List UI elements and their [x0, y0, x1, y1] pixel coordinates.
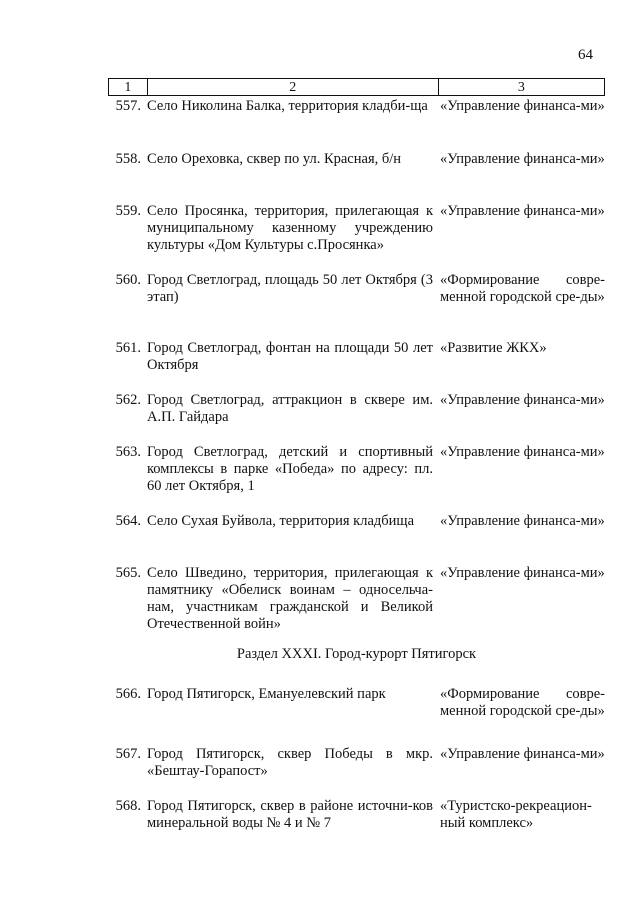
object-name: Город Пятигорск, Емануелевский парк — [147, 686, 386, 702]
program-name: «Управление финанса-ми» — [440, 565, 605, 581]
object-name: Село Просянка, территория, прилегающая к муниципальному казенному учреждению культуры «Дом Культуры с.Просянка» — [147, 203, 433, 253]
row-number: 566. — [115, 686, 141, 702]
table-row — [108, 565, 605, 633]
row-number: 559. — [115, 203, 141, 219]
table-row — [108, 340, 605, 374]
table-row — [108, 798, 605, 832]
row-number: 568. — [115, 798, 141, 814]
object-name: Город Светлоград, фонтан на площади 50 лет Октября — [147, 340, 433, 373]
object-name: Село Ореховка, сквер по ул. Красная, б/н — [147, 151, 402, 167]
object-name: Село Шведино, территория, прилегающая к памятнику «Обелиск воинам – односельча-нам, участникам гражданской и Великой Отечественной войн» — [147, 565, 433, 632]
program-name: «Формирование совре-менной городской сре-ды» — [440, 272, 605, 305]
row-number: 561. — [115, 340, 141, 356]
program-name: «Управление финанса-ми» — [440, 203, 605, 219]
header-col-1: 1 — [124, 80, 132, 95]
row-number: 558. — [115, 151, 141, 167]
section-title: Раздел XXXI. Город-курорт Пятигорск — [236, 646, 477, 662]
row-number: 562. — [115, 392, 141, 408]
program-name: «Формирование совре-менной городской сре-ды» — [440, 686, 605, 719]
table-row — [108, 444, 605, 495]
object-name: Город Пятигорск, сквер Победы в мкр. «Бештау-Горапост» — [147, 746, 433, 779]
table-row — [108, 392, 605, 426]
object-name: Город Светлоград, детский и спортивный комплексы в парке «Победа» по адресу: пл. 60 лет Октября, 1 — [147, 444, 433, 494]
object-name: Город Пятигорск, сквер в районе источни-ков минеральной воды № 4 и № 7 — [147, 798, 433, 831]
table-row — [108, 746, 605, 780]
program-name: «Управление финанса-ми» — [440, 392, 605, 408]
row-number: 565. — [115, 565, 141, 581]
table-row — [108, 98, 605, 115]
row-number: 567. — [115, 746, 141, 762]
program-name: «Управление финанса-ми» — [440, 151, 605, 167]
table-row — [108, 151, 605, 168]
header-col-2: 2 — [147, 79, 438, 95]
object-name: Село Сухая Буйвола, территория кладбища — [147, 513, 415, 529]
row-number: 557. — [115, 98, 141, 114]
page-number: 64 — [578, 47, 593, 63]
row-number: 563. — [115, 444, 141, 460]
table-row — [108, 203, 605, 254]
row-number: 564. — [115, 513, 141, 529]
table-row — [108, 686, 605, 720]
program-name: «Туристско-рекреацион-ный комплекс» — [440, 798, 592, 831]
program-name: «Управление финанса-ми» — [440, 746, 605, 762]
program-name: «Управление финанса-ми» — [440, 513, 605, 529]
object-name: Город Светлоград, площадь 50 лет Октября (3 этап) — [147, 272, 433, 305]
table-header-row — [108, 78, 605, 96]
row-number: 560. — [115, 272, 141, 288]
program-name: «Развитие ЖКХ» — [440, 340, 547, 356]
program-name: «Управление финанса-ми» — [440, 444, 605, 460]
object-name: Город Светлоград, аттракцион в сквере им. А.П. Гайдара — [147, 392, 433, 425]
document-table — [108, 78, 605, 632]
object-name: Село Николина Балка, территория кладби-ща — [147, 98, 428, 114]
table-row — [108, 272, 605, 306]
program-name: «Управление финанса-ми» — [440, 98, 605, 114]
table-row — [108, 513, 605, 530]
header-col-3: 3 — [438, 79, 604, 95]
